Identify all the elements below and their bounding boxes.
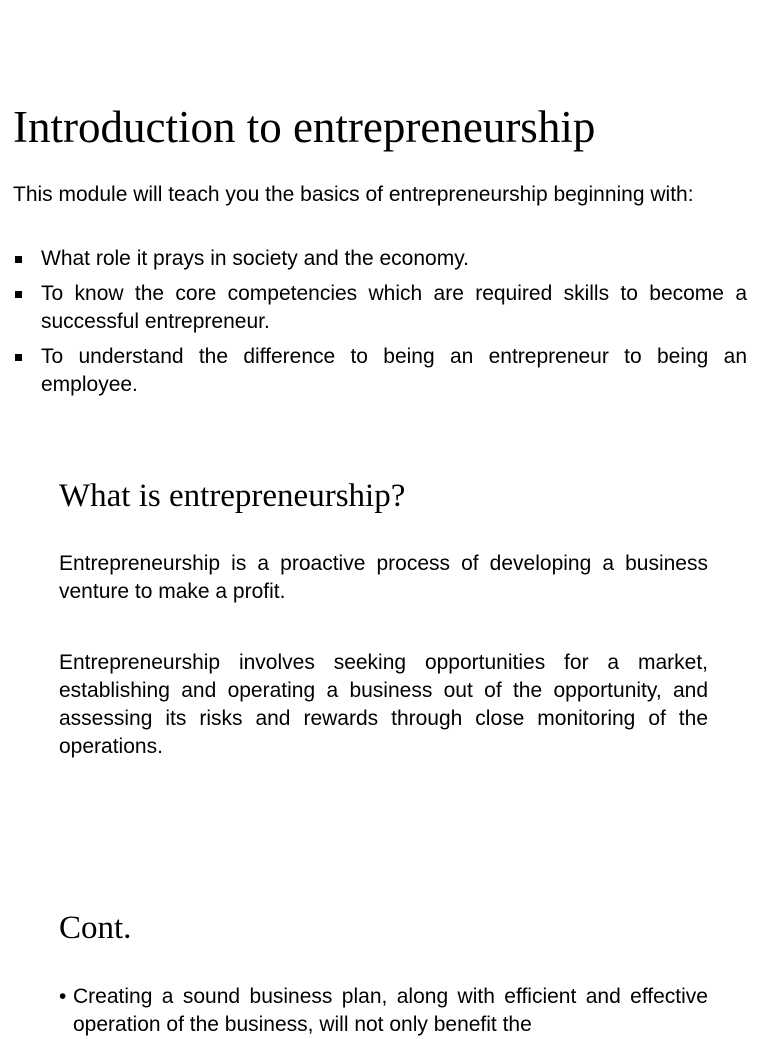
list-item-text: To understand the difference to being an entrepreneur to being an employee. (41, 345, 747, 396)
list-item (13, 343, 747, 399)
slide-what-is-entrepreneurship (0, 440, 768, 880)
bullet-list (59, 983, 708, 1039)
list-item (13, 245, 747, 273)
slide-title: Introduction to entrepreneurship (13, 102, 596, 152)
list-item (59, 983, 708, 1039)
slide-cont (0, 880, 768, 1036)
list-item-text: To know the core competencies which are required skills to become a successful entrepreneur. (41, 282, 747, 333)
square-bullet-icon (15, 256, 22, 263)
list-item (13, 280, 747, 336)
square-bullet-icon (15, 354, 22, 361)
slide-introduction (0, 0, 768, 440)
bullet-list (13, 245, 747, 406)
slide-title: Cont. (59, 910, 132, 946)
intro-paragraph: This module will teach you the basics of entrepreneurship beginning with: (13, 183, 694, 206)
round-bullet-icon: • (59, 985, 67, 1008)
square-bullet-icon (15, 291, 22, 298)
list-item-text: Creating a sound business plan, along with efficient and effective operation of the business, will not only benefit the (73, 985, 708, 1036)
definition-paragraph: Entrepreneurship is a proactive process of developing a business venture to make a profit. (59, 552, 708, 603)
slide-title: What is entrepreneurship? (59, 478, 406, 514)
description-paragraph: Entrepreneurship involves seeking opportunities for a market, establishing and operating a business out of the opportunity, and assessing its risks and rewards through close monitoring of the operations. (59, 651, 708, 758)
list-item-text: What role it prays in society and the economy. (41, 247, 469, 270)
